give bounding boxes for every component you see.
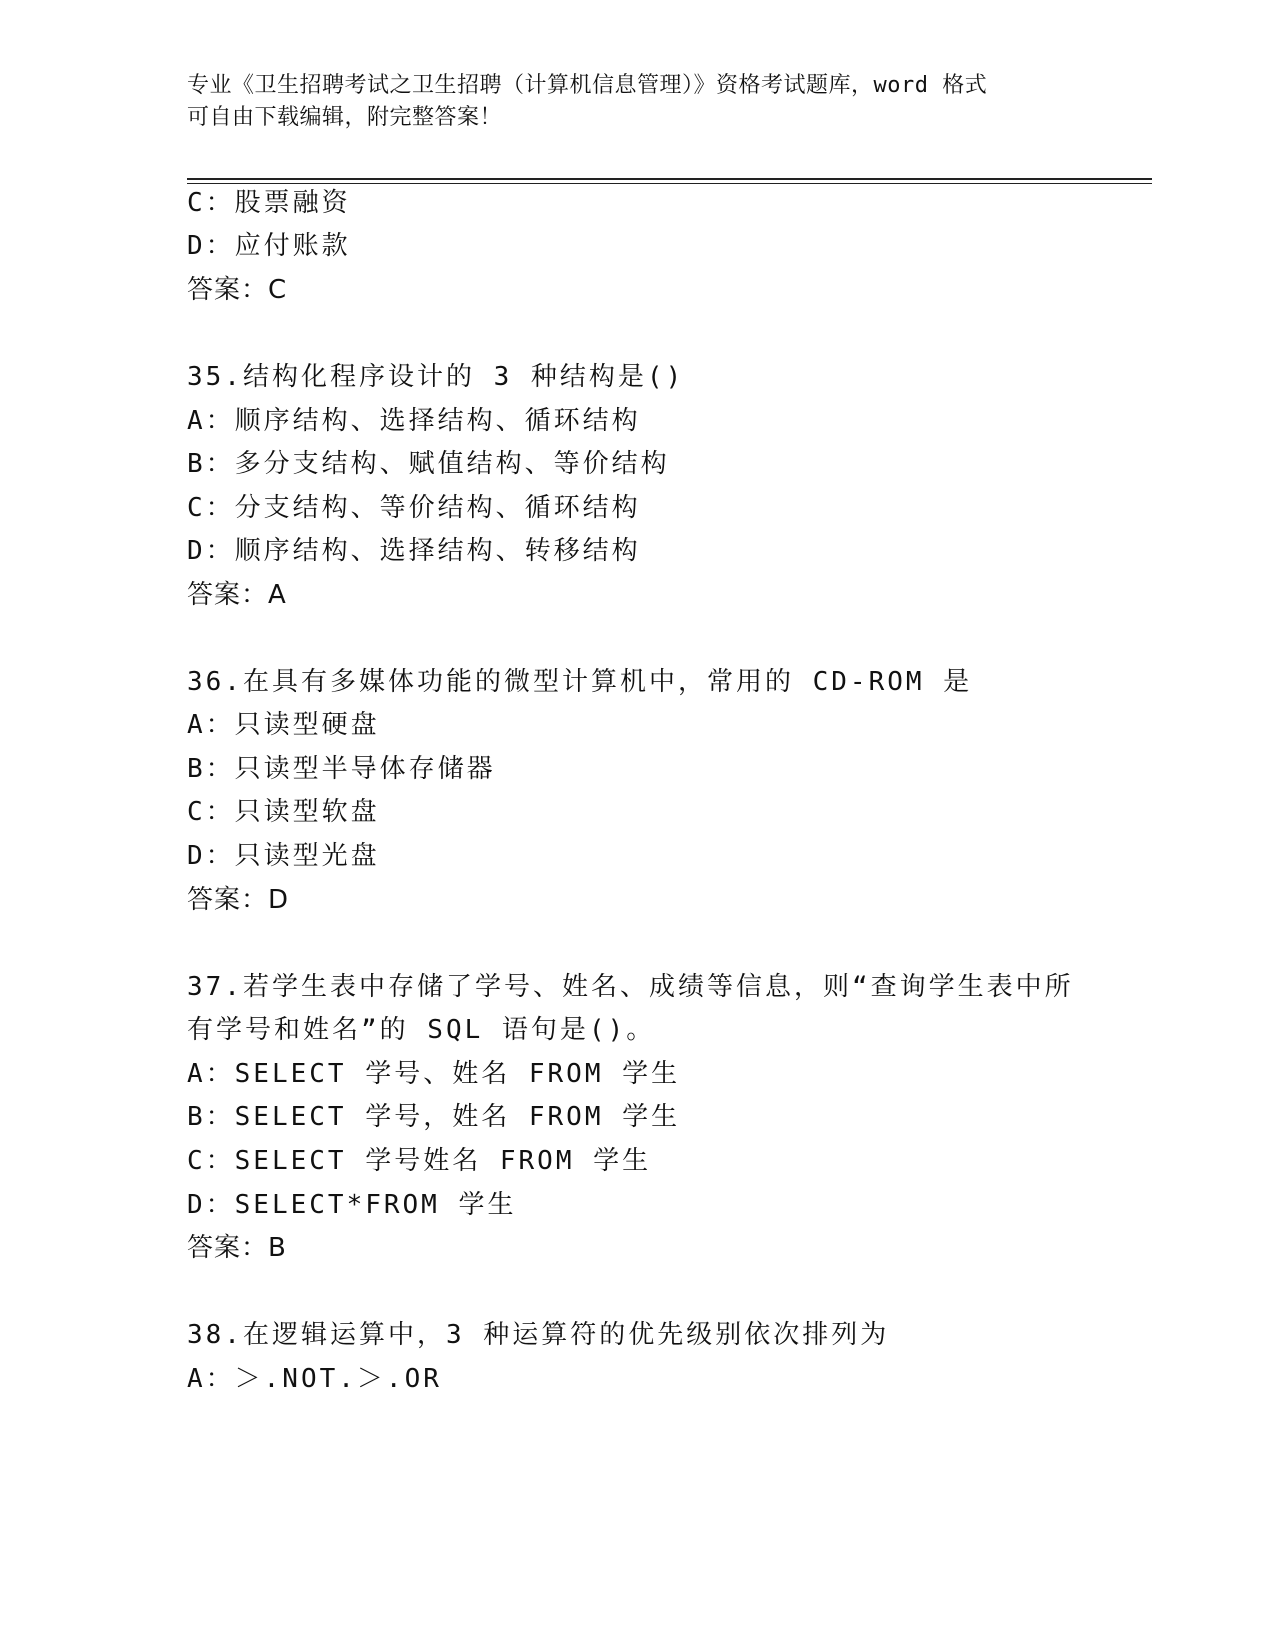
answer-line: 答案：D — [187, 885, 290, 915]
option-c: C：分支结构、等价结构、循环结构 — [187, 493, 641, 523]
option-b: B：多分支结构、赋值结构、等价结构 — [187, 449, 670, 479]
option-a: A：只读型硬盘 — [187, 710, 380, 740]
answer-line: 答案：C — [187, 275, 288, 305]
answer-line: 答案：B — [187, 1233, 287, 1263]
option-a: A：＞.NOT.＞.OR — [187, 1364, 442, 1394]
question-stem: 36.在具有多媒体功能的微型计算机中，常用的 CD-ROM 是 — [187, 667, 973, 697]
option-c: C：SELECT 学号姓名 FROM 学生 — [187, 1146, 652, 1176]
question-stem-line-1: 37.若学生表中存储了学号、姓名、成绩等信息，则“查询学生表中所 — [187, 972, 1074, 1002]
option-d: D：顺序结构、选择结构、转移结构 — [187, 536, 641, 566]
document-header — [187, 70, 1067, 134]
option-d: D：只读型光盘 — [187, 841, 380, 871]
answer-line: 答案：A — [187, 580, 287, 610]
option-c: C：只读型软盘 — [187, 797, 380, 827]
question-stem: 38.在逻辑运算中，3 种运算符的优先级别依次排列为 — [187, 1320, 890, 1350]
option-c: C：股票融资 — [187, 188, 351, 218]
option-d: D：应付账款 — [187, 231, 351, 261]
option-d: D：SELECT*FROM 学生 — [187, 1190, 517, 1220]
option-b: B：只读型半导体存储器 — [187, 754, 496, 784]
option-b: B：SELECT 学号，姓名 FROM 学生 — [187, 1102, 681, 1132]
question-stem: 35.结构化程序设计的 3 种结构是() — [187, 362, 685, 392]
option-a: A：SELECT 学号、姓名 FROM 学生 — [187, 1059, 681, 1089]
question-stem-line-2: 有学号和姓名”的 SQL 语句是()。 — [187, 1015, 656, 1045]
header-line-2: 可自由下载编辑，附完整答案！ — [187, 105, 503, 130]
option-a: A：顺序结构、选择结构、循环结构 — [187, 406, 641, 436]
header-line-1: 专业《卫生招聘考试之卫生招聘（计算机信息管理）》资格考试题库，word 格式 — [187, 73, 988, 98]
header-divider — [187, 178, 1152, 184]
